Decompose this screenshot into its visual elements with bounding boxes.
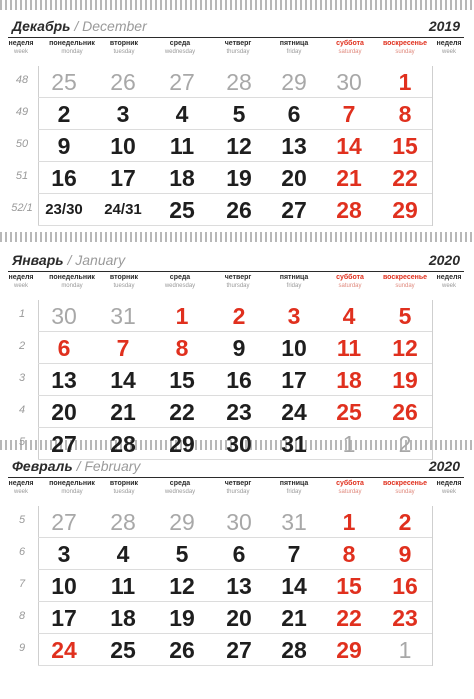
day-cell[interactable]: 8 — [175, 335, 189, 361]
day-cell[interactable]: 9 — [232, 335, 246, 361]
weekday-name-en: sunday — [395, 49, 415, 55]
day-cell[interactable]: 18 — [169, 165, 195, 191]
row-divider — [38, 537, 432, 538]
weekday-name-ru: пятница — [279, 40, 309, 47]
month-name-en: December — [82, 18, 147, 34]
row-divider — [38, 665, 432, 666]
row-divider — [38, 601, 432, 602]
row-divider — [38, 569, 432, 570]
day-cell[interactable]: 10 — [281, 335, 307, 361]
weekday-name-ru: четверг — [224, 274, 252, 281]
day-cell[interactable]: 26 — [226, 197, 252, 223]
day-cell[interactable]: 20 — [281, 165, 307, 191]
day-cell[interactable]: 30 — [226, 509, 252, 535]
day-cell[interactable]: 8 — [342, 541, 356, 567]
week-label-en: week — [441, 49, 456, 55]
day-cell[interactable]: 28 — [226, 69, 252, 95]
day-cell[interactable]: 20 — [226, 605, 252, 631]
weekday-name-en: friday — [286, 49, 302, 55]
day-cell[interactable]: 28 — [281, 637, 307, 663]
day-cell[interactable]: 10 — [51, 573, 77, 599]
day-cell[interactable]: 21 — [336, 165, 362, 191]
day-cell[interactable]: 13 — [281, 133, 307, 159]
year-label: 2020 — [428, 252, 460, 268]
weekday-header — [92, 273, 156, 290]
weekday-name-en: friday — [286, 283, 302, 289]
day-cell[interactable]: 21 — [110, 399, 136, 425]
month-name-ru: Январь — [12, 252, 64, 268]
day-cell[interactable]: 31 — [281, 431, 307, 457]
weekday-name-ru: воскресенье — [382, 274, 428, 281]
weekday-name-ru: воскресенье — [382, 480, 428, 487]
weekday-header — [206, 39, 270, 56]
day-cell[interactable]: 13 — [51, 367, 77, 393]
row-divider — [38, 225, 432, 226]
weekday-header — [206, 273, 270, 290]
weekday-name-ru: вторник — [109, 40, 139, 47]
day-cell[interactable]: 4 — [116, 541, 130, 567]
weekday-name-ru: вторник — [109, 480, 139, 487]
day-cell[interactable]: 20 — [51, 399, 77, 425]
weekday-name-en: sunday — [395, 283, 415, 289]
weekday-name-ru: четверг — [224, 480, 252, 487]
day-cell[interactable]: 6 — [287, 101, 301, 127]
month-header — [0, 18, 474, 38]
week-number: 4 — [18, 404, 26, 416]
day-cell[interactable]: 22 — [392, 165, 418, 191]
month-name-ru: Декабрь — [12, 18, 71, 34]
day-cell[interactable]: 16 — [226, 367, 252, 393]
day-cell[interactable]: 17 — [51, 605, 77, 631]
day-cell[interactable]: 1 — [398, 637, 412, 663]
day-cell[interactable]: 2 — [232, 303, 246, 329]
week-number: 49 — [15, 106, 29, 118]
day-cell[interactable]: 2 — [398, 431, 412, 457]
day-cell[interactable]: 30 — [51, 303, 77, 329]
day-cell[interactable]: 14 — [336, 133, 362, 159]
week-number: 50 — [15, 138, 29, 150]
day-cell[interactable]: 18 — [110, 605, 136, 631]
day-cell[interactable]: 29 — [281, 69, 307, 95]
row-divider — [38, 193, 432, 194]
row-divider — [38, 97, 432, 98]
week-header-left — [6, 39, 36, 56]
weekday-name-ru: пятница — [279, 274, 309, 281]
weekday-name-en: saturday — [338, 283, 362, 289]
week-label-en: week — [441, 283, 456, 289]
weekday-name-ru: среда — [169, 40, 191, 47]
week-label-ru: неделя — [436, 40, 462, 47]
month-header — [0, 252, 474, 272]
weekday-name-en: tuesday — [113, 283, 135, 289]
day-cell[interactable]: 19 — [169, 605, 195, 631]
row-divider — [38, 161, 432, 162]
day-cell[interactable]: 14 — [110, 367, 136, 393]
weekday-name-en: thursday — [226, 489, 250, 495]
day-cell[interactable]: 26 — [169, 637, 195, 663]
weekday-header-row — [0, 39, 474, 61]
week-number: 6 — [18, 546, 26, 558]
week-label-en: week — [441, 489, 456, 495]
week-number: 51 — [15, 170, 29, 182]
day-cell[interactable]: 27 — [281, 197, 307, 223]
weekday-name-ru: вторник — [109, 274, 139, 281]
day-cell[interactable]: 22 — [169, 399, 195, 425]
month-separator: / — [72, 458, 85, 474]
week-number: 9 — [18, 642, 26, 654]
day-cell[interactable]: 27 — [51, 509, 77, 535]
day-cell[interactable]: 17 — [281, 367, 307, 393]
day-cell[interactable]: 30 — [226, 431, 252, 457]
header-divider — [8, 271, 464, 272]
month-block — [0, 18, 474, 238]
day-cell[interactable]: 5 — [175, 541, 189, 567]
day-cell[interactable]: 10 — [110, 133, 136, 159]
day-cell[interactable]: 2 — [398, 509, 412, 535]
month-title — [12, 458, 140, 474]
day-cell[interactable]: 18 — [336, 367, 362, 393]
weekday-name-en: monday — [61, 489, 83, 495]
day-cell[interactable]: 15 — [392, 133, 418, 159]
weekday-header — [206, 479, 270, 496]
month-separator: / — [70, 18, 83, 34]
day-cell[interactable]: 30 — [336, 69, 362, 95]
day-cell[interactable]: 25 — [336, 399, 362, 425]
day-cell[interactable]: 16 — [51, 165, 77, 191]
weekday-header-row — [0, 479, 474, 501]
weekday-name-ru: суббота — [336, 480, 364, 487]
day-cell[interactable]: 3 — [57, 541, 71, 567]
day-cell[interactable]: 13 — [226, 573, 252, 599]
week-number: 8 — [18, 610, 26, 622]
day-cell[interactable]: 1 — [175, 303, 189, 329]
day-cell[interactable]: 5 — [398, 303, 412, 329]
day-cell[interactable]: 24 — [281, 399, 307, 425]
month-block — [0, 252, 474, 472]
day-cell[interactable]: 24/31 — [104, 201, 142, 218]
month-name-ru: Февраль — [12, 458, 73, 474]
week-number: 5 — [18, 514, 26, 526]
day-cell[interactable]: 17 — [110, 165, 136, 191]
weekday-name-ru: суббота — [336, 274, 364, 281]
day-cell[interactable]: 1 — [398, 69, 412, 95]
week-number: 3 — [18, 372, 26, 384]
weekday-name-ru: понедельник — [49, 480, 95, 487]
weekday-header-row — [0, 273, 474, 295]
month-title — [12, 18, 147, 34]
header-divider — [8, 37, 464, 38]
weekday-header — [262, 273, 326, 290]
day-cell[interactable]: 11 — [169, 133, 195, 159]
week-label-en: week — [13, 489, 28, 495]
row-divider — [38, 331, 432, 332]
day-cell[interactable]: 6 — [57, 335, 71, 361]
day-cell[interactable]: 26 — [392, 399, 418, 425]
weekday-name-ru: пятница — [279, 480, 309, 487]
weekday-name-en: sunday — [395, 489, 415, 495]
day-cell[interactable]: 29 — [336, 637, 362, 663]
day-cell[interactable]: 6 — [232, 541, 246, 567]
weekday-header — [148, 273, 212, 290]
month-header — [0, 458, 474, 478]
day-cell[interactable]: 25 — [51, 69, 77, 95]
day-cell[interactable]: 11 — [336, 335, 362, 361]
day-cell[interactable]: 24 — [51, 637, 77, 663]
week-number: 2 — [18, 340, 26, 352]
day-cell[interactable]: 2 — [57, 101, 71, 127]
weekday-name-en: saturday — [338, 49, 362, 55]
day-cell[interactable]: 12 — [392, 335, 418, 361]
weekday-name-ru: четверг — [224, 40, 252, 47]
week-label-en: week — [13, 283, 28, 289]
day-cell[interactable]: 29 — [392, 197, 418, 223]
month-name-en: January — [75, 252, 126, 268]
week-label-ru: неделя — [8, 40, 34, 47]
day-cell[interactable]: 1 — [342, 431, 356, 457]
weekday-header — [148, 479, 212, 496]
header-divider — [8, 477, 464, 478]
day-cell[interactable]: 3 — [287, 303, 301, 329]
weekday-name-ru: среда — [169, 274, 191, 281]
weekday-name-en: monday — [61, 283, 83, 289]
week-header-right — [434, 273, 464, 290]
weekday-header — [262, 479, 326, 496]
week-label-ru: неделя — [436, 480, 462, 487]
week-label-en: week — [13, 49, 28, 55]
day-cell[interactable]: 27 — [226, 637, 252, 663]
week-label-ru: неделя — [436, 274, 462, 281]
week-header-right — [434, 39, 464, 56]
week-header-right — [434, 479, 464, 496]
week-number: 48 — [15, 74, 29, 86]
day-cell[interactable]: 16 — [392, 573, 418, 599]
weekday-name-en: wednesday — [164, 489, 196, 495]
day-cell[interactable]: 9 — [57, 133, 71, 159]
day-cell[interactable]: 25 — [110, 637, 136, 663]
day-cell[interactable]: 25 — [169, 197, 195, 223]
weekday-name-ru: воскресенье — [382, 40, 428, 47]
weekday-name-en: thursday — [226, 283, 250, 289]
day-cell[interactable]: 7 — [116, 335, 130, 361]
spiral-binding — [0, 0, 474, 10]
row-divider — [38, 633, 432, 634]
month-block — [0, 458, 474, 678]
weekday-header — [262, 39, 326, 56]
weekday-name-en: tuesday — [113, 49, 135, 55]
weekday-name-en: thursday — [226, 49, 250, 55]
day-cell[interactable]: 23 — [226, 399, 252, 425]
day-cell[interactable]: 29 — [169, 431, 195, 457]
day-cell[interactable]: 14 — [281, 573, 307, 599]
weekday-header — [373, 273, 437, 290]
row-divider — [38, 395, 432, 396]
day-cell[interactable]: 23/30 — [45, 201, 83, 218]
weekday-name-en: tuesday — [113, 489, 135, 495]
day-cell[interactable]: 31 — [281, 509, 307, 535]
weekday-header — [373, 39, 437, 56]
weekday-header — [373, 479, 437, 496]
day-cell[interactable]: 28 — [110, 509, 136, 535]
day-cell[interactable]: 4 — [175, 101, 189, 127]
day-cell[interactable]: 12 — [169, 573, 195, 599]
day-cell[interactable]: 19 — [226, 165, 252, 191]
weekday-name-en: monday — [61, 49, 83, 55]
day-cell[interactable]: 3 — [116, 101, 130, 127]
weekday-name-ru: понедельник — [49, 40, 95, 47]
day-cell[interactable]: 22 — [336, 605, 362, 631]
week-number: 52/1 — [11, 202, 33, 214]
week-number: 1 — [18, 308, 26, 320]
day-cell[interactable]: 23 — [392, 605, 418, 631]
day-cell[interactable]: 8 — [398, 101, 412, 127]
day-cell[interactable]: 28 — [110, 431, 136, 457]
day-cell[interactable]: 12 — [226, 133, 252, 159]
weekday-name-en: friday — [286, 489, 302, 495]
day-grid — [0, 66, 474, 226]
weekday-header — [148, 39, 212, 56]
weekday-name-en: wednesday — [164, 49, 196, 55]
day-cell[interactable]: 19 — [392, 367, 418, 393]
weekday-name-ru: среда — [169, 480, 191, 487]
weekday-name-ru: понедельник — [49, 274, 95, 281]
day-cell[interactable]: 26 — [110, 69, 136, 95]
day-cell[interactable]: 5 — [232, 101, 246, 127]
row-divider — [38, 129, 432, 130]
month-name-en: February — [84, 458, 141, 474]
day-cell[interactable]: 9 — [398, 541, 412, 567]
day-cell[interactable]: 27 — [51, 431, 77, 457]
month-title — [12, 252, 125, 268]
row-divider — [38, 427, 432, 428]
year-label: 2019 — [428, 18, 460, 34]
weekday-header — [92, 479, 156, 496]
day-grid — [0, 506, 474, 666]
week-label-ru: неделя — [8, 480, 34, 487]
day-cell[interactable]: 1 — [342, 509, 356, 535]
day-cell[interactable]: 4 — [342, 303, 356, 329]
weekday-name-ru: суббота — [336, 40, 364, 47]
day-cell[interactable]: 31 — [110, 303, 136, 329]
week-label-ru: неделя — [8, 274, 34, 281]
day-cell[interactable]: 7 — [287, 541, 301, 567]
week-header-left — [6, 273, 36, 290]
week-header-left — [6, 479, 36, 496]
day-cell[interactable]: 7 — [342, 101, 356, 127]
weekday-header — [92, 39, 156, 56]
day-cell[interactable]: 29 — [169, 509, 195, 535]
week-number: 5 — [18, 436, 26, 448]
day-cell[interactable]: 27 — [169, 69, 195, 95]
day-cell[interactable]: 15 — [336, 573, 362, 599]
row-divider — [38, 363, 432, 364]
week-number: 7 — [18, 578, 26, 590]
weekday-name-en: saturday — [338, 489, 362, 495]
day-cell[interactable]: 15 — [169, 367, 195, 393]
day-grid — [0, 300, 474, 460]
day-cell[interactable]: 21 — [281, 605, 307, 631]
month-separator: / — [63, 252, 76, 268]
year-label: 2020 — [428, 458, 460, 474]
day-cell[interactable]: 11 — [110, 573, 136, 599]
weekday-name-en: wednesday — [164, 283, 196, 289]
day-cell[interactable]: 28 — [336, 197, 362, 223]
